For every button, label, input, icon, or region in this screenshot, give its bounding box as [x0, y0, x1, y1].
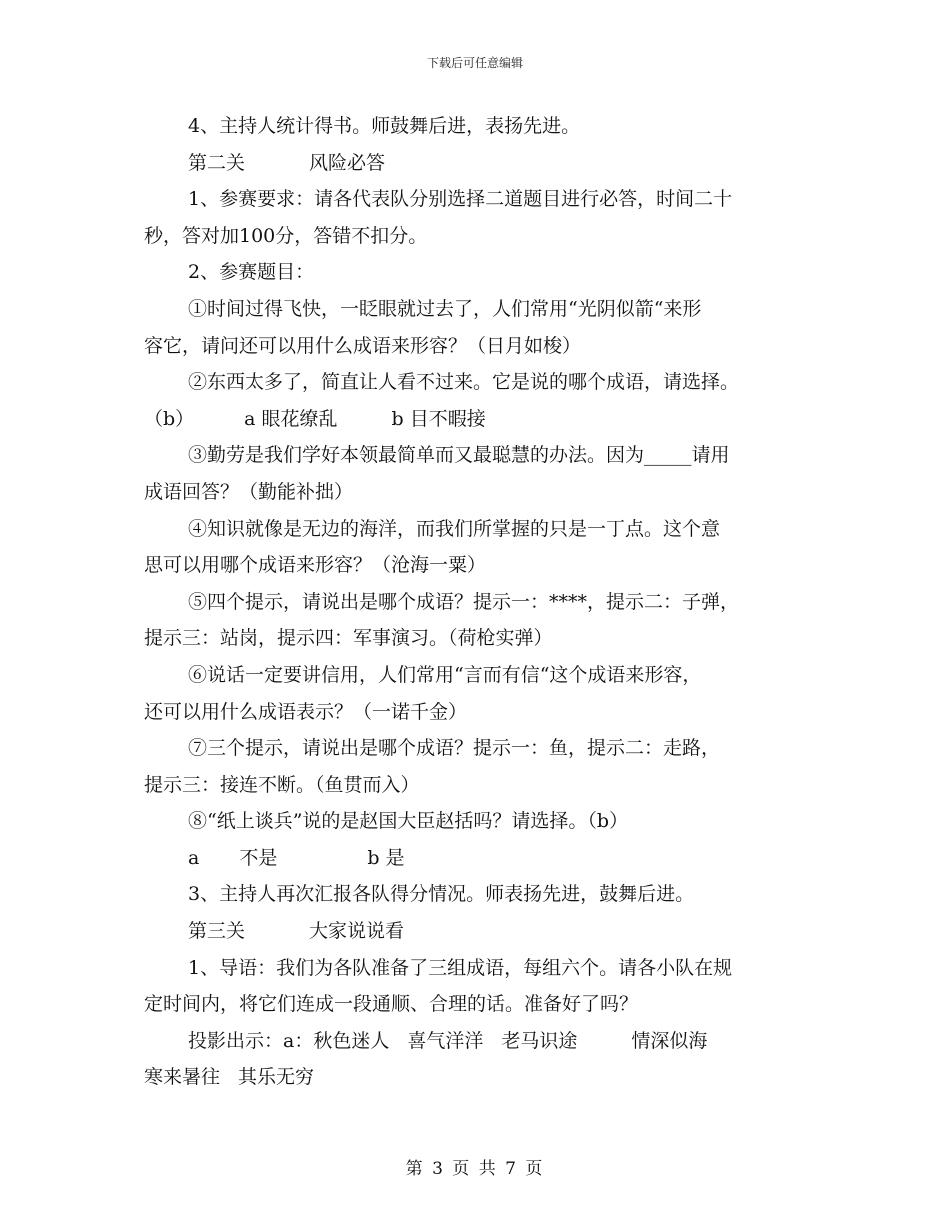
idiom-list-line — [144, 1059, 814, 1096]
option-b: b 是 — [367, 846, 405, 869]
option-a-text: 不是 — [239, 846, 278, 869]
text-line: 2、参赛题目： — [188, 261, 315, 284]
section-number: 第二关 — [188, 151, 246, 174]
idiom-item: 情深似海 — [631, 1029, 708, 1052]
text-line: 定时间内，将它们连成一段通顺、合理的话。准备好了吗？ — [144, 993, 639, 1016]
idiom-item: 老马识途 — [501, 1029, 578, 1052]
section-title: 风险必答 — [309, 151, 386, 174]
text-line: 3、主持人再次汇报各队得分情况。师表扬先进，鼓舞后进。 — [188, 883, 695, 906]
text-line: 4、主持人统计得书。师鼓舞后进，表扬先进。 — [188, 115, 581, 137]
text-line: ⑧“纸上谈兵”说的是赵国大臣赵括吗？请选择。（b） — [188, 810, 629, 833]
page-footer: 第 3 页 共 7 页 — [405, 1159, 545, 1179]
text-line: 思可以用哪个成语来形容？（沧海一粟） — [144, 554, 487, 577]
text-line: 秒，答对加100分，答错不扣分。 — [144, 224, 428, 247]
page-header: 下载后可任意编辑 — [426, 56, 523, 70]
text-line: ⑤四个提示，请说出是哪个成语？提示一：****，提示二：子弹， — [188, 590, 740, 613]
text-line: ④知识就像是无边的海洋，而我们所掌握的只是一丁点。这个意 — [188, 517, 721, 540]
text-line: 提示三：接连不断。（鱼贯而入） — [144, 773, 420, 796]
idiom-item: 寒来暑往 — [144, 1066, 221, 1089]
text-line: ③勤劳是我们学好本领最简单而又最聪慧的办法。因为_____请用 — [188, 444, 730, 467]
idiom-list-line — [144, 1023, 814, 1060]
text-line: ②东西太多了，简直让人看不过来。它是说的哪个成语，请选择。 — [188, 371, 740, 394]
section-number: 第三关 — [188, 920, 246, 943]
section-heading — [144, 913, 814, 950]
text-line: 1、导语：我们为各队准备了三组成语，每组六个。请各小队在规 — [188, 956, 733, 979]
section-title: 大家说说看 — [309, 920, 405, 943]
text-line: 成语回答？（勤能补拙） — [144, 480, 354, 503]
idiom-item: 喜气洋洋 — [407, 1029, 484, 1052]
text-line: 还可以用什么成语表示？（一诺千金） — [144, 700, 468, 723]
answer-label: （b） — [144, 407, 195, 430]
option-a: a 眼花缭乱 — [244, 407, 338, 430]
options-line — [144, 840, 814, 877]
text-line: 容它，请问还可以用什么成语来形容？（日月如梭） — [144, 334, 582, 357]
option-a-letter: a — [188, 846, 200, 869]
page-body — [144, 108, 814, 1096]
option-b: b 目不暇接 — [391, 407, 486, 430]
idiom-item: 其乐无穷 — [238, 1066, 315, 1089]
text-line: 提示三：站岗，提示四：军事演习。（荷枪实弹） — [144, 627, 553, 650]
options-line — [144, 401, 814, 438]
text-line: ①时间过得飞快，一眨眼就过去了，人们常用“光阴似箭“来形 — [188, 297, 702, 320]
idiom-item: 投影出示：a：秋色迷人 — [188, 1029, 390, 1052]
text-line: ⑥说话一定要讲信用，人们常用“言而有信“这个成语来形容， — [188, 663, 702, 686]
section-heading — [144, 145, 814, 182]
text-line: ⑦三个提示，请说出是哪个成语？提示一：鱼，提示二：走路， — [188, 737, 721, 760]
text-line: 1、参赛要求：请各代表队分别选择二道题目进行必答，时间二十 — [188, 188, 733, 211]
